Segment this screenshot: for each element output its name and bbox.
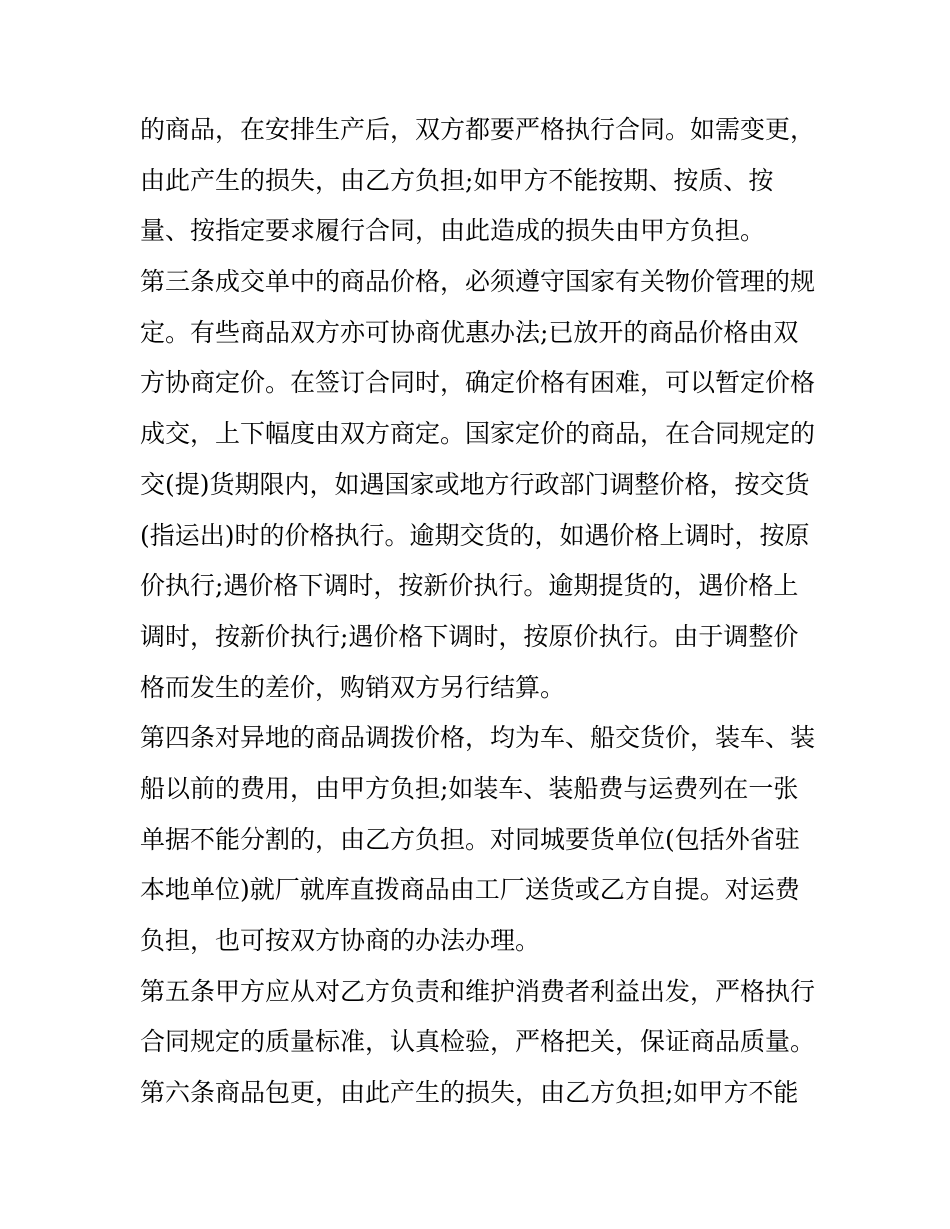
text-line: 量、按指定要求履行合同，由此造成的损失由甲方负担。 [140, 216, 766, 246]
text-line: 的商品，在安排生产后，双方都要严格执行合同。如需变更， [140, 115, 816, 144]
text-line: 定。有些商品双方亦可协商优惠办法;已放开的商品价格由双 [140, 317, 799, 347]
text-line: 第六条商品包更，由此产生的损失，由乙方负担;如甲方不能 [140, 1078, 799, 1108]
text-line: 负担，也可按双方协商的办法办理。 [140, 926, 541, 955]
text-line: 第四条对异地的商品调拨价格，均为车、船交货价，装车、装 [140, 723, 816, 753]
text-line: 成交，上下幅度由双方商定。国家定价的商品，在合同规定的 [140, 419, 816, 449]
contract-text [140, 105, 820, 1119]
text-line: 交(提)货期限内，如遇国家或地方行政部门调整价格，按交货 [140, 469, 810, 499]
text-line: 由此产生的损失，由乙方负担;如甲方不能按期、按质、按 [140, 165, 774, 195]
text-line: 第三条成交单中的商品价格，必须遵守国家有关物价管理的规 [140, 267, 816, 297]
text-line: (指运出)时的价格执行。逾期交货的，如遇价格上调时，按原 [140, 520, 810, 550]
text-line: 方协商定价。在签订合同时，确定价格有困难，可以暂定价格 [140, 368, 816, 398]
text-line: 单据不能分割的，由乙方负担。对同城要货单位(包括外省驻 [140, 824, 800, 854]
text-line: 合同规定的质量标准，认真检验，严格把关，保证商品质量。 [140, 1027, 816, 1057]
text-line: 本地单位)就厂就库直拨商品由工厂送货或乙方自提。对运费 [140, 875, 800, 905]
text-line: 价执行;遇价格下调时，按新价执行。逾期提货的，遇价格上 [140, 571, 799, 601]
text-line: 第五条甲方应从对乙方负责和维护消费者利益出发，严格执行 [140, 976, 816, 1006]
text-line: 调时，按新价执行;遇价格下调时，按原价执行。由于调整价 [140, 621, 799, 651]
text-line: 格而发生的差价，购销双方另行结算。 [140, 672, 566, 702]
text-line: 船以前的费用，由甲方负担;如装车、装船费与运费列在一张 [140, 773, 799, 803]
